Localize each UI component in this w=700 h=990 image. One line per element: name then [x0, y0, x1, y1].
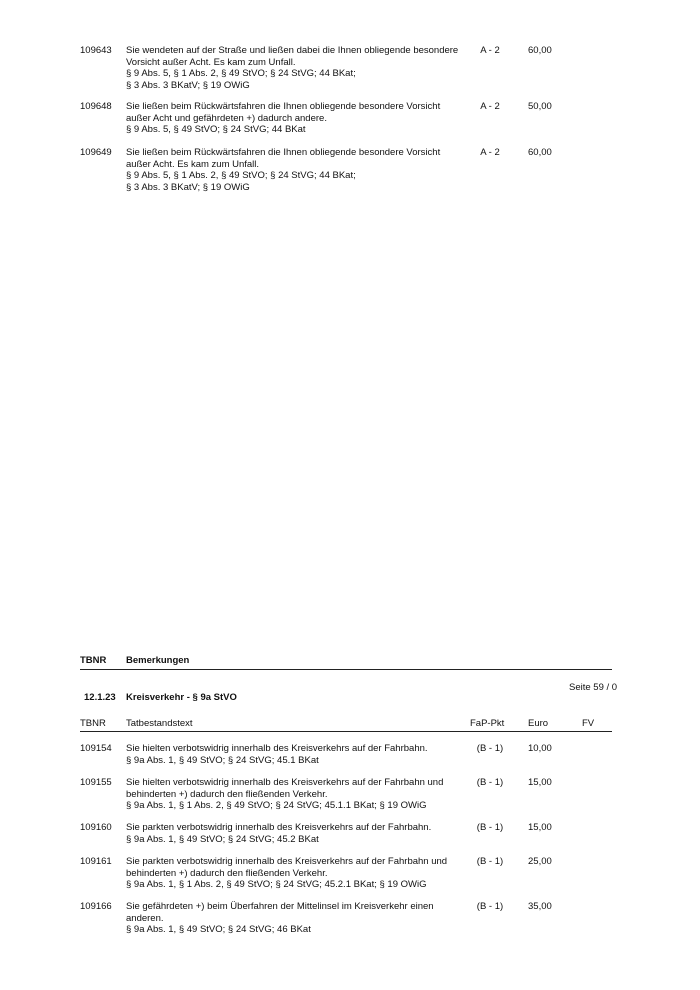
tbnr-cell: 109155: [80, 777, 112, 788]
description-cell: [126, 45, 459, 91]
column-header-fap: FaP-Pkt: [470, 718, 505, 729]
column-header-tbnr: TBNR: [80, 718, 106, 729]
euro-cell: 25,00: [528, 856, 552, 867]
column-header-euro: Euro: [528, 718, 549, 729]
euro-cell: 15,00: [528, 822, 552, 833]
description-line: Sie wendeten auf der Straße und ließen dabei die Ihnen obliegende besondere: [126, 45, 459, 56]
fap-points-cell: (B - 1): [476, 777, 504, 788]
description-cell: [126, 743, 456, 766]
tbnr-cell: 109154: [80, 743, 112, 754]
remarks-label: Bemerkungen: [126, 655, 190, 666]
description-cell: [126, 147, 456, 193]
tbnr-cell: 109161: [80, 856, 112, 867]
description-line: § 3 Abs. 3 BKatV; § 19 OWiG: [126, 181, 250, 193]
description-line: anderen.: [126, 912, 164, 924]
fap-points-cell: A - 2: [480, 147, 500, 158]
description-line: behinderten +) dadurch den fließenden Verkehr.: [126, 867, 328, 879]
description-line: Sie parkten verbotswidrig innerhalb des Kreisverkehrs auf der Fahrbahn und: [126, 856, 448, 867]
description-line: Sie parkten verbotswidrig innerhalb des Kreisverkehrs auf der Fahrbahn.: [126, 822, 432, 833]
tbnr-cell: 109160: [80, 822, 112, 833]
remarks-tbnr-label: TBNR: [80, 655, 107, 666]
description-line: außer Acht und gefährdeten +) dadurch andere.: [126, 112, 327, 124]
fap-points-cell: (B - 1): [476, 822, 504, 833]
page-number: Seite 59 / 0: [569, 682, 618, 693]
fap-points-cell: (B - 1): [476, 901, 504, 912]
description-line: Vorsicht außer Acht. Es kam zum Unfall.: [126, 56, 296, 68]
euro-cell: 15,00: [528, 777, 552, 788]
euro-cell: 10,00: [528, 743, 552, 754]
fap-points-cell: (B - 1): [476, 743, 504, 754]
description-line: § 9a Abs. 1, § 1 Abs. 2, § 49 StVO; § 24 StVG; 45.2.1 BKat; § 19 OWiG: [126, 879, 427, 890]
description-line: § 9a Abs. 1, § 1 Abs. 2, § 49 StVO; § 24 StVG; 45.1.1 BKat; § 19 OWiG: [126, 800, 427, 811]
remarks-divider: [80, 669, 612, 670]
table-header-divider: [80, 731, 612, 732]
description-line: § 9a Abs. 1, § 49 StVO; § 24 StVG; 46 BKat: [126, 924, 311, 935]
description-line: Sie hielten verbotswidrig innerhalb des Kreisverkehrs auf der Fahrbahn und: [126, 777, 444, 788]
description-line: Sie hielten verbotswidrig innerhalb des Kreisverkehrs auf der Fahrbahn.: [126, 743, 428, 754]
description-line: § 9 Abs. 5, § 49 StVO; § 24 StVG; 44 BKat: [126, 124, 306, 135]
description-cell: [126, 901, 456, 936]
section-number: 12.1.23: [84, 692, 116, 703]
euro-cell: 35,00: [528, 901, 552, 912]
column-header-fv: FV: [582, 718, 595, 729]
euro-cell: 50,00: [528, 101, 552, 112]
euro-cell: 60,00: [528, 45, 552, 56]
column-header-text: Tatbestandstext: [126, 718, 193, 729]
fap-points-cell: (B - 1): [476, 856, 504, 867]
description-line: Sie ließen beim Rückwärtsfahren die Ihnen obliegende besondere Vorsicht: [126, 147, 441, 158]
tbnr-cell: 109649: [80, 147, 112, 158]
description-line: Sie ließen beim Rückwärtsfahren die Ihnen obliegende besondere Vorsicht: [126, 101, 441, 112]
description-cell: [126, 101, 456, 136]
description-line: § 9a Abs. 1, § 49 StVO; § 24 StVG; 45.2 BKat: [126, 833, 319, 845]
tbnr-cell: 109643: [80, 45, 112, 56]
description-line: § 9a Abs. 1, § 49 StVO; § 24 StVG; 45.1 BKat: [126, 754, 319, 766]
description-line: Sie gefährdeten +) beim Überfahren der Mittelinsel im Kreisverkehr einen: [126, 901, 434, 912]
euro-cell: 60,00: [528, 147, 552, 158]
description-line: § 3 Abs. 3 BKatV; § 19 OWiG: [126, 79, 250, 91]
description-line: § 9 Abs. 5, § 1 Abs. 2, § 49 StVO; § 24 StVG; 44 BKat;: [126, 170, 356, 181]
fap-points-cell: A - 2: [480, 101, 500, 112]
description-cell: [126, 777, 456, 812]
description-line: außer Acht. Es kam zum Unfall.: [126, 158, 260, 170]
description-cell: [126, 822, 456, 845]
section-title: Kreisverkehr - § 9a StVO: [126, 692, 237, 703]
description-line: § 9 Abs. 5, § 1 Abs. 2, § 49 StVO; § 24 StVG; 44 BKat;: [126, 68, 356, 79]
description-cell: [126, 856, 456, 891]
fap-points-cell: A - 2: [480, 45, 500, 56]
tbnr-cell: 109166: [80, 901, 112, 912]
tbnr-cell: 109648: [80, 101, 112, 112]
description-line: behinderten +) dadurch den fließenden Verkehr.: [126, 788, 328, 800]
